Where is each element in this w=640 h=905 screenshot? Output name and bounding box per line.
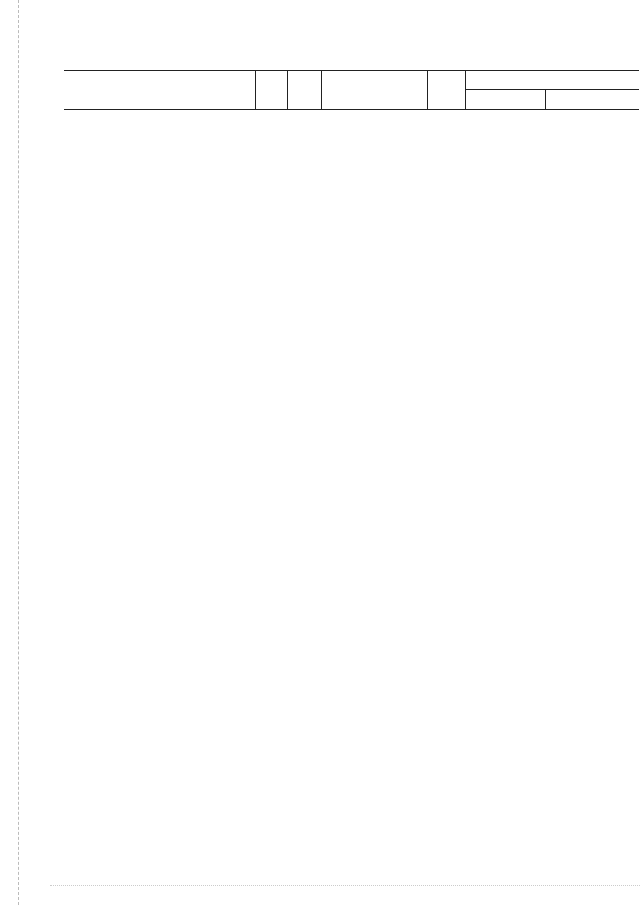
- header-csr: [322, 70, 428, 110]
- header-pr: [288, 70, 322, 110]
- table-header: [64, 70, 639, 110]
- margin-line: [18, 0, 19, 905]
- header-bottom-border: [64, 109, 639, 110]
- header-rz: [256, 70, 288, 110]
- header-2019: [466, 90, 546, 110]
- header-sums: [466, 70, 639, 90]
- header-2020: [546, 90, 639, 110]
- header-name: [64, 70, 256, 110]
- header-vr: [428, 70, 466, 110]
- scan-artifact-line: [50, 885, 640, 886]
